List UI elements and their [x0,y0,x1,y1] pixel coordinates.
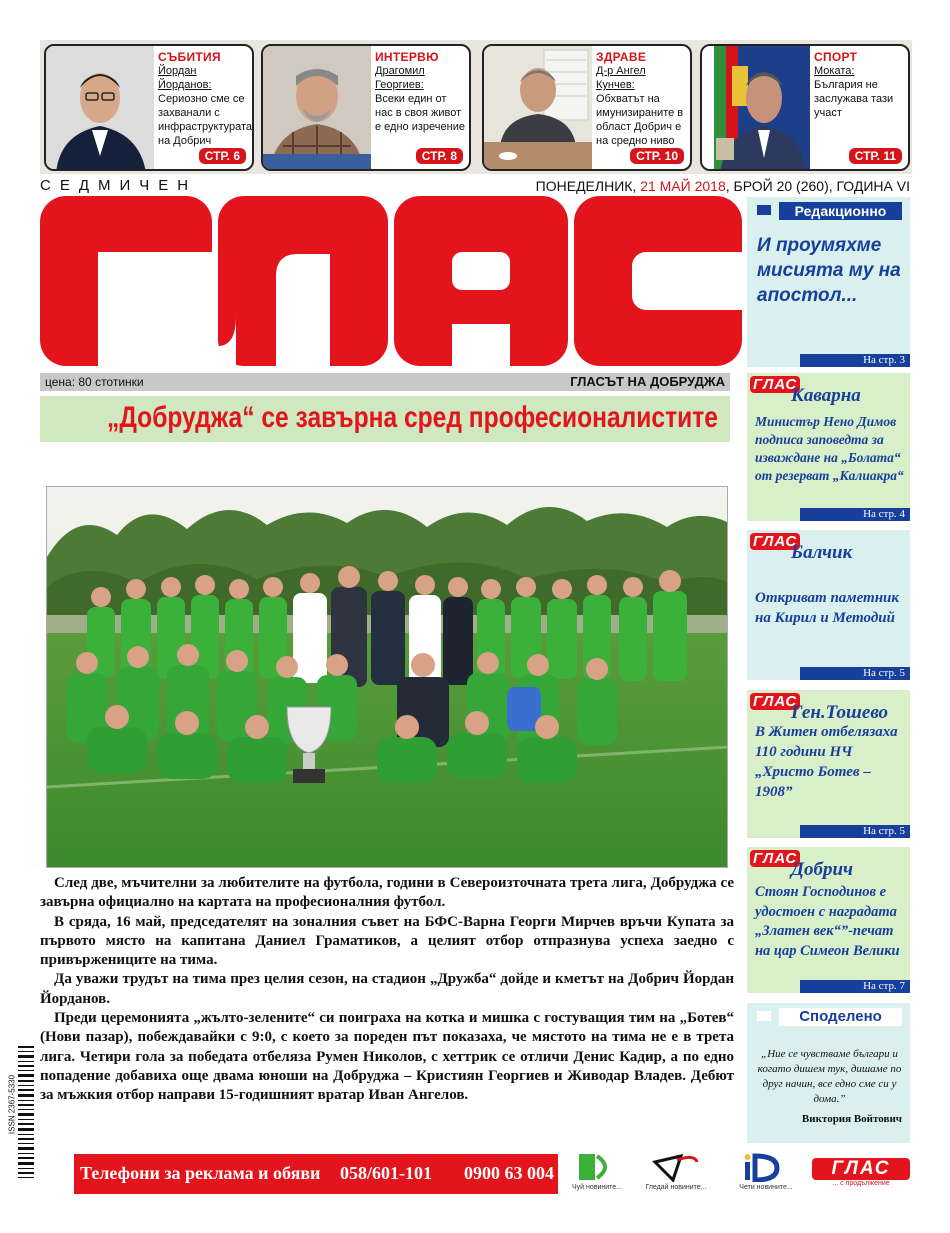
editorial-title: Редакционно [779,202,902,220]
glas-small-logo[interactable] [812,1158,910,1187]
motto: ГЛАСЪТ НА ДОБРУДЖА [570,374,725,389]
town-name: Каварна [791,385,861,406]
logo-caption: Чуй новините... [571,1184,623,1191]
teaser-page-badge[interactable]: СТР. 10 [630,148,684,164]
glas-badge: ГЛАС [750,693,800,710]
teaser-person: Д-р Ангел Кунчев: [596,65,646,91]
teaser-health[interactable] [482,44,692,171]
article-paragraph: Да уважи трудът на тима през целия сезон, на стадион „Дружба“ дойде и кметът на Добрич Йордан Йорданов. [40,971,734,1007]
teaser-category: ИНТЕРВЮ [375,50,439,64]
more-link[interactable]: На стр. 5 [800,825,910,838]
glas-badge: ГЛАС [750,533,800,550]
teaser-category: ЗДРАВЕ [596,50,647,64]
teaser-text: България не заслужава тази участ [814,79,894,119]
lead-article [40,874,734,1106]
lead-headline-text: „Добруджа“ се завърна сред професионалистите [107,401,718,434]
team-photo [46,486,728,868]
advertising-phones-bar [74,1154,558,1194]
phone-number[interactable]: 058/601-101 [340,1163,432,1183]
more-link[interactable]: На стр. 4 [800,508,910,521]
logo-letter [40,196,212,366]
teaser-page-badge[interactable]: СТР. 6 [199,148,246,164]
teaser-photo [484,46,592,171]
teaser-person: Драгомил Георгиев: [375,65,425,91]
online-logo[interactable] [726,1152,806,1191]
shared-quote: „Ние се чувстваме българи и когато дишем тук, дишаме по друг начин, все едно сме си у дома.” [757,1048,902,1105]
news-box-kavarna[interactable] [747,373,910,521]
shared-title: Споделено [779,1008,902,1026]
teaser-person: Йордан Йорданов: [158,65,212,91]
teaser-sport[interactable] [700,44,910,171]
news-text: Министър Нено Димов подписа заповедта за изваждане на „Болата“ от резерват „Калиакра“ [755,414,904,483]
news-box-gen-toshevo[interactable] [747,690,910,838]
watch-logo-icon [651,1152,701,1182]
glas-small-logo-text: ГЛАС [812,1158,910,1180]
issn-label: ISSN 2367-5330 [7,1074,17,1135]
teaser-events[interactable] [44,44,254,171]
news-box-balchik[interactable] [747,530,910,680]
teaser-photo [46,46,154,171]
phone-number[interactable]: 0900 63 004 [464,1163,554,1183]
more-link[interactable]: На стр. 7 [800,980,910,993]
shared-title-bar [751,1008,906,1026]
editorial-more-link[interactable]: На стр. 3 [800,354,910,367]
editorial-title-bar [751,202,906,220]
tv-logo[interactable] [636,1152,716,1191]
editorial-text: И проумяхме мисията му на апостол... [757,235,901,306]
glas-badge: ГЛАС [750,376,800,393]
teaser-interview[interactable] [261,44,471,171]
teaser-page-badge[interactable]: СТР. 8 [416,148,463,164]
teaser-text: Сериозно сме се захванали с инфраструктурата на Добрич [158,93,253,147]
logo-letter [574,196,742,366]
phones-label: Телефони за реклама и обяви [80,1163,321,1183]
more-link[interactable]: На стр. 5 [800,667,910,680]
barcode [4,1040,38,1185]
logo-caption: ... с продължение [832,1180,890,1187]
radio-logo[interactable] [562,1152,632,1191]
news-text: Откриват паметник на Кирил и Методий [755,590,899,626]
teaser-text: Обхватът на имунизираните в област Добрич е на средно ниво [596,93,684,147]
logo-caption: Гледай новините... [645,1184,707,1191]
price-bar [40,373,730,391]
glas-badge: ГЛАС [750,850,800,867]
listen-logo-icon [577,1152,617,1182]
teaser-photo [263,46,371,171]
quote-author: Виктория Войтович [801,1113,902,1125]
article-paragraph: След две, мъчителни за любителите на футбола, години в Североизточната трета лига, Добруджа се завърна официално на картата на професионалния футбол. [40,875,734,911]
newspaper-logo[interactable] [40,196,742,366]
news-box-dobrich[interactable] [747,847,910,993]
teaser-page-badge[interactable]: СТР. 11 [849,148,902,164]
read-logo-icon [741,1152,791,1182]
issue-date: 21 МАЙ 2018 [640,178,726,194]
teaser-strip [40,40,912,174]
weekly-label: СЕДМИЧЕН [40,177,198,194]
lead-headline[interactable] [40,396,730,442]
editorial-box[interactable] [747,197,910,367]
teaser-category: СЪБИТИЯ [158,50,221,64]
article-paragraph: Преди церемонията „жълто-зелените“ си поиграха на котка и мишка с гостуващия тим на „Ботев“ (Нови пазар), побеждавайки с 9:0, с което за пореден път показаха, че мястото на тима не е в трета лига. Четири гола за победата отбеляза Румен Николов, с хеттрик се отличи Денис Кадир, а по едно попадение добавиха още двама юноши на Добруджа – Кристиян Георгиев и Живодар Владев. Дебют за мъжкия отбор направи 15-годишният вратар Иван Ангелов. [40,1010,734,1104]
logo-letter [394,196,568,366]
logo-caption: Чети новините... [739,1184,793,1191]
shared-box[interactable] [747,1003,910,1143]
logo-letter [218,196,388,366]
price-label: цена: 80 стотинки [45,375,144,389]
article-paragraph: В сряда, 16 май, председателят на зоналния съвет на БФС-Варна Георги Мирчев връчи Купата за първото място на капитана Даниел Граматиков, а целият отбор отпразнува успеха заедно с привържениците на тима. [40,913,734,969]
news-text: В Житен отбелязаха 110 години НЧ „Христо Ботев – 1908” [755,724,898,800]
teaser-category: СПОРТ [814,50,858,64]
town-name: Ген.Тошево [791,702,889,723]
teaser-person: Моката: [814,65,855,77]
news-text: Стоян Господинов е удостоен с наградата „Златен век“”-печат на цар Симеон Велики [755,884,900,959]
town-name: Балчик [791,542,853,563]
teaser-text: Всеки един от нас в своя живот е едно изречение [375,93,465,133]
issue-dateline: ПОНЕДЕЛНИК, 21 МАЙ 2018, БРОЙ 20 (260), ГОДИНА VI [535,178,910,194]
teaser-photo [702,46,810,171]
town-name: Добрич [791,859,854,880]
